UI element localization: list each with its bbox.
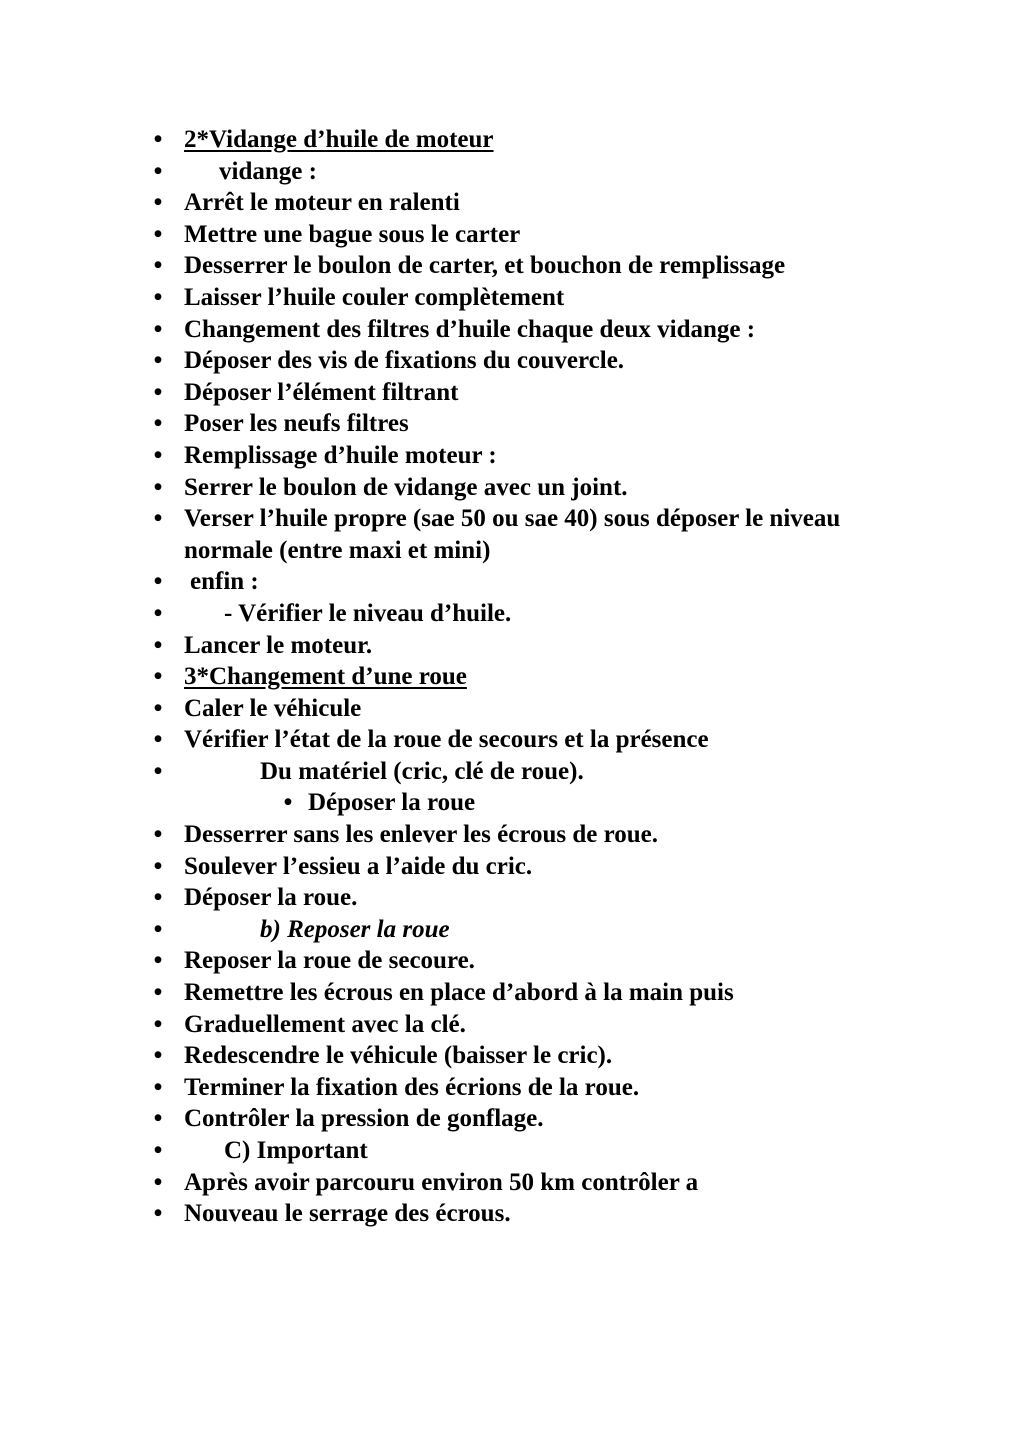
bullet-marker: • xyxy=(153,599,163,627)
list-item-text: Déposer l’élément filtrant xyxy=(184,378,459,406)
list-item-text: Poser les neufs filtres xyxy=(184,410,409,438)
list-item-text: enfin : xyxy=(190,568,259,596)
bullet-marker: • xyxy=(153,157,163,185)
list-item-text: Arrêt le moteur en ralenti xyxy=(184,189,460,217)
bullet-marker: • xyxy=(153,441,163,469)
bullet-marker: • xyxy=(153,378,163,406)
bullet-marker: • xyxy=(153,252,163,280)
section-heading-wheel-change: 3*Changement d’une roue xyxy=(184,663,467,691)
bullet-marker: • xyxy=(153,821,163,849)
list-item-text: Laisser l’huile couler complètement xyxy=(184,283,565,311)
list-item-text: Serrer le boulon de vidange avec un joint. xyxy=(184,473,628,501)
bullet-marker: • xyxy=(153,189,163,217)
bullet-marker: • xyxy=(153,663,163,691)
list-item-text: Déposer la roue xyxy=(308,789,476,817)
list-item-text: Déposer des vis de fixations du couvercle. xyxy=(184,347,625,375)
bullet-marker: • xyxy=(153,410,163,438)
list-item-text: Terminer la fixation des écrions de la roue. xyxy=(184,1073,640,1101)
bullet-marker: • xyxy=(153,1105,163,1133)
list-item-text: Déposer la roue. xyxy=(184,884,358,912)
bullet-marker: • xyxy=(153,126,163,153)
list-item-text: Verser l’huile propre (sae 50 ou sae 40) sous déposer le niveau normale (entre maxi et mini) xyxy=(184,505,841,564)
list-item-text: Après avoir parcouru environ 50 km contrôler a xyxy=(184,1168,699,1196)
bullet-marker: • xyxy=(153,505,163,533)
list-item-text: Graduellement avec la clé. xyxy=(184,1010,466,1038)
bullet-marker: • xyxy=(153,1200,163,1228)
bullet-marker: • xyxy=(153,568,163,596)
list-item-text: vidange : xyxy=(219,157,317,185)
bullet-marker: • xyxy=(153,884,163,912)
bullet-marker: • xyxy=(153,852,163,880)
subsection-heading-reposer-la-roue: b) Reposer la roue xyxy=(260,915,450,943)
bullet-marker: • xyxy=(153,347,163,375)
list-item-text: Remplissage d’huile moteur : xyxy=(184,441,497,469)
list-item-text: Soulever l’essieu a l’aide du cric. xyxy=(184,852,533,880)
bullet-marker: • xyxy=(153,1042,163,1070)
list-item-text: Caler le véhicule xyxy=(184,694,362,722)
bullet-marker: • xyxy=(153,1137,163,1164)
list-item-text: Desserrer sans les enlever les écrous de roue. xyxy=(184,821,658,849)
bullet-marker: • xyxy=(153,694,163,722)
list-item-text: Lancer le moteur. xyxy=(184,631,373,659)
bullet-marker: • xyxy=(153,1010,163,1038)
bullet-marker: • xyxy=(153,631,163,659)
bullet-marker: • xyxy=(153,283,163,311)
list-item-text: Mettre une bague sous le carter xyxy=(184,220,521,248)
bullet-marker: • xyxy=(153,757,163,785)
list-item-text: - Vérifier le niveau d’huile. xyxy=(224,599,512,627)
bullet-marker: • xyxy=(153,915,163,943)
bullet-marker: • xyxy=(153,1073,163,1101)
nested-bullet-marker: • xyxy=(283,789,293,817)
list-item-text: Remettre les écrous en place d’abord à la main puis xyxy=(184,979,734,1007)
list-item-text: Redescendre le véhicule (baisser le cric). xyxy=(184,1042,613,1070)
subsection-heading-important: C) Important xyxy=(224,1137,368,1164)
list-item-text: Du matériel (cric, clé de roue). xyxy=(260,757,584,785)
list-item-text: Contrôler la pression de gonflage. xyxy=(184,1105,544,1133)
bullet-marker: • xyxy=(153,979,163,1007)
bullet-marker: • xyxy=(153,726,163,754)
section-heading-oil-change: 2*Vidange d’huile de moteur xyxy=(184,126,494,153)
list-item-text: Changement des filtres d’huile chaque deux vidange : xyxy=(184,315,756,343)
bullet-marker: • xyxy=(153,220,163,248)
list-item-text: Desserrer le boulon de carter, et bouchon de remplissage xyxy=(184,252,786,280)
list-item-text: Reposer la roue de secoure. xyxy=(184,947,475,975)
list-item-text: Vérifier l’état de la roue de secours et la présence xyxy=(184,726,709,754)
list-item-text: Nouveau le serrage des écrous. xyxy=(184,1200,511,1228)
bullet-marker: • xyxy=(153,315,163,343)
bullet-marker: • xyxy=(153,947,163,975)
bullet-marker: • xyxy=(153,1168,163,1196)
bullet-marker: • xyxy=(153,473,163,501)
